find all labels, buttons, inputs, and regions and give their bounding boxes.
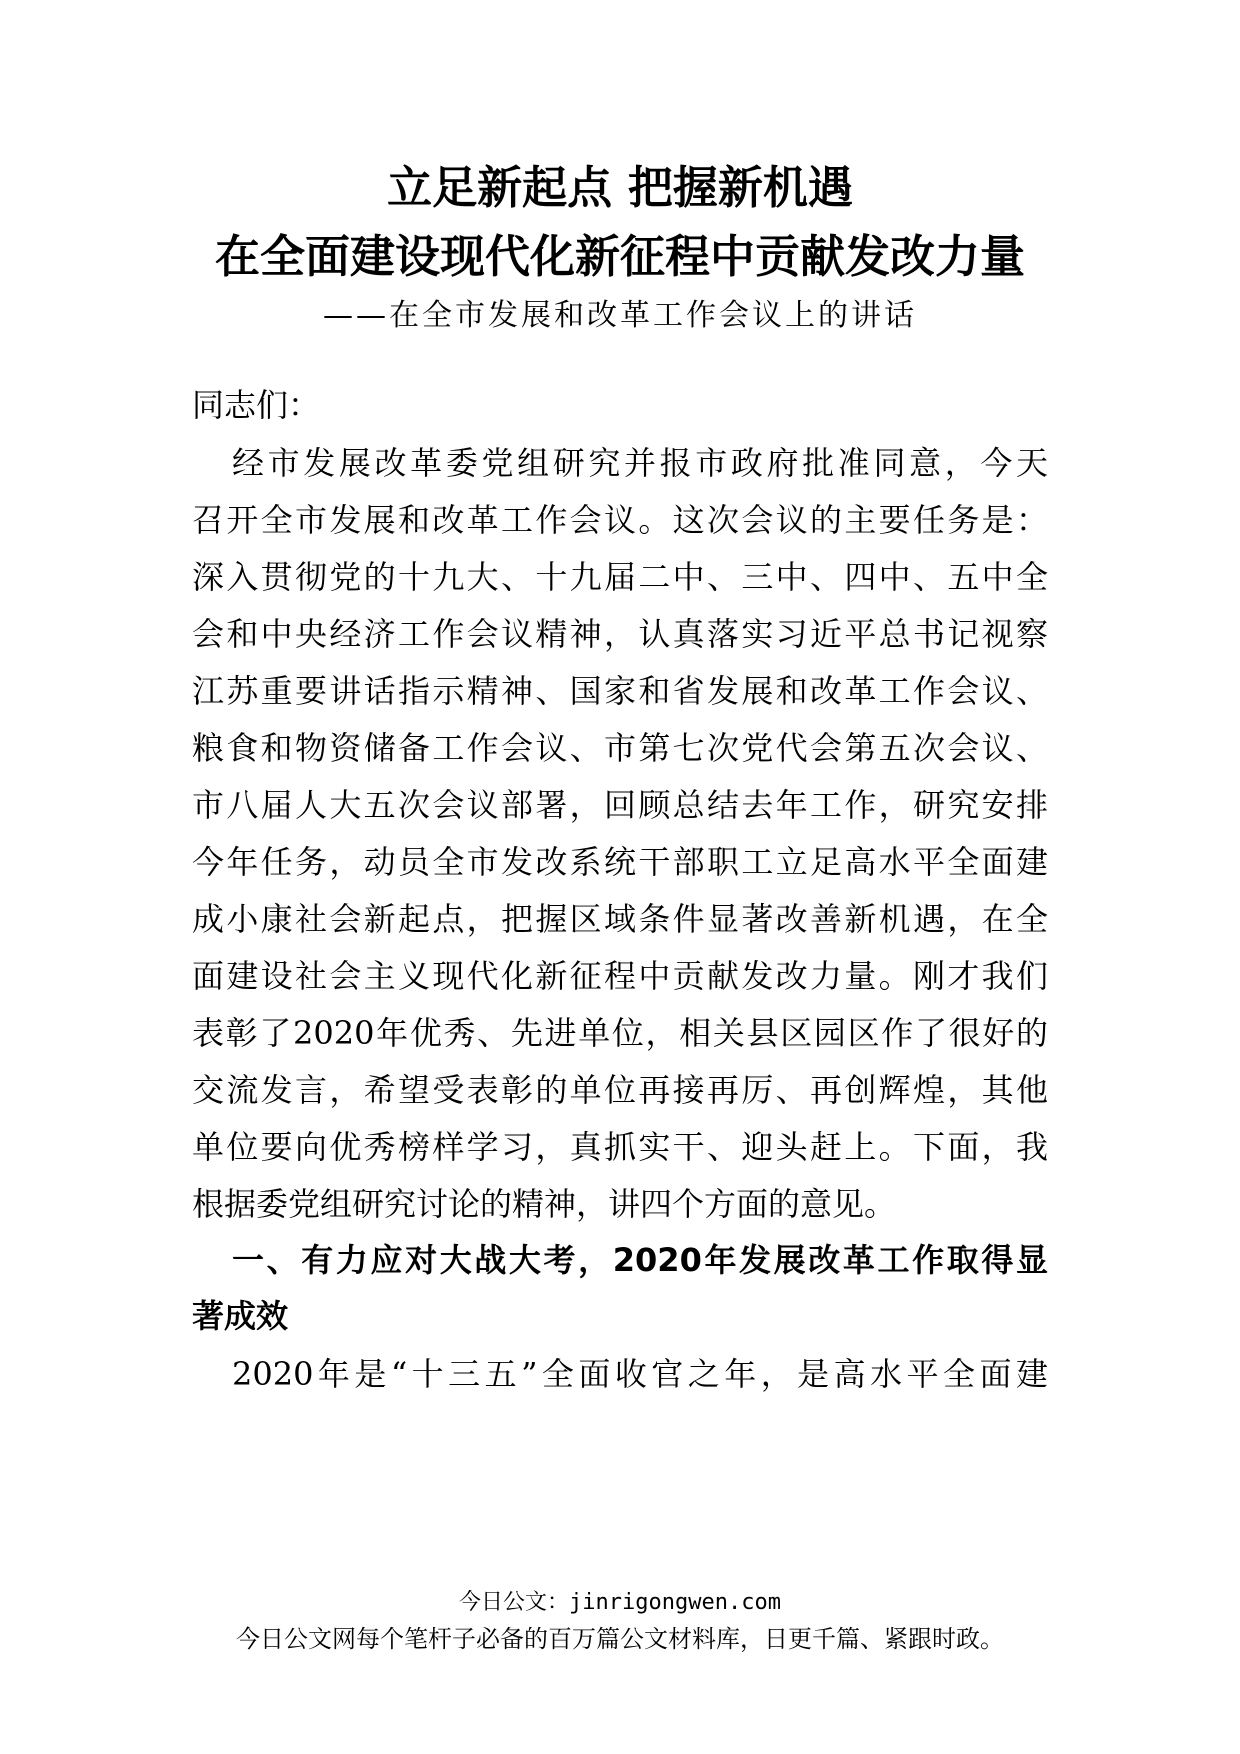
document-subtitle: ——在全市发展和改革工作会议上的讲话: [323, 298, 917, 333]
paragraph-line: 江苏重要讲话指示精神、国家和省发展和改革工作会议、: [192, 672, 1048, 710]
paragraph-line: 粮食和物资储备工作会议、市第七次党代会第五次会议、: [192, 729, 1048, 767]
document-title-line-1: 立足新起点 把握新机遇: [387, 161, 853, 214]
paragraph-line: 召开全市发展和改革工作会议。这次会议的主要任务是：: [192, 501, 1048, 539]
section-heading-line: 一、有力应对大战大考，2020年发展改革工作取得显: [232, 1241, 1048, 1279]
paragraph-line: 今年任务，动员全市发改系统干部职工立足高水平全面建: [192, 843, 1048, 881]
salutation: 同志们：: [192, 386, 321, 424]
paragraph-line: 经市发展改革委党组研究并报市政府批准同意，今天: [232, 444, 1048, 482]
footer-site-label: 今日公文：: [459, 1590, 570, 1615]
section-heading-line: 著成效: [192, 1297, 289, 1335]
paragraph-line: 表彰了2020年优秀、先进单位，相关县区园区作了很好的: [192, 1014, 1048, 1052]
paragraph-line: 根据委党组研究讨论的精神，讲四个方面的意见。: [192, 1185, 897, 1223]
paragraph-line: 成小康社会新起点，把握区域条件显著改善新机遇，在全: [192, 900, 1048, 938]
paragraph-line: 交流发言，希望受表彰的单位再接再厉、再创辉煌，其他: [192, 1071, 1048, 1109]
footer-site-url[interactable]: jinrigongwen.com: [569, 1590, 781, 1615]
paragraph-2-line: 2020年是“十三五”全面收官之年，是高水平全面建: [232, 1355, 1048, 1393]
paragraph-line: 会和中央经济工作会议精神，认真落实习近平总书记视察: [192, 615, 1048, 653]
paragraph-line: 单位要向优秀榜样学习，真抓实干、迎头赶上。下面，我: [192, 1128, 1048, 1166]
footer-site: [0, 1588, 1240, 1618]
paragraph-line: 深入贯彻党的十九大、十九届二中、三中、四中、五中全: [192, 558, 1048, 596]
paragraph-line: 市八届人大五次会议部署，回顾总结去年工作，研究安排: [192, 786, 1048, 824]
document-title-line-2: 在全面建设现代化新征程中贡献发改力量: [214, 230, 1025, 283]
footer-slogan: 今日公文网每个笔杆子必备的百万篇公文材料库，日更千篇、紧跟时政。: [236, 1625, 1004, 1653]
paragraph-line: 面建设社会主义现代化新征程中贡献发改力量。刚才我们: [192, 957, 1048, 995]
